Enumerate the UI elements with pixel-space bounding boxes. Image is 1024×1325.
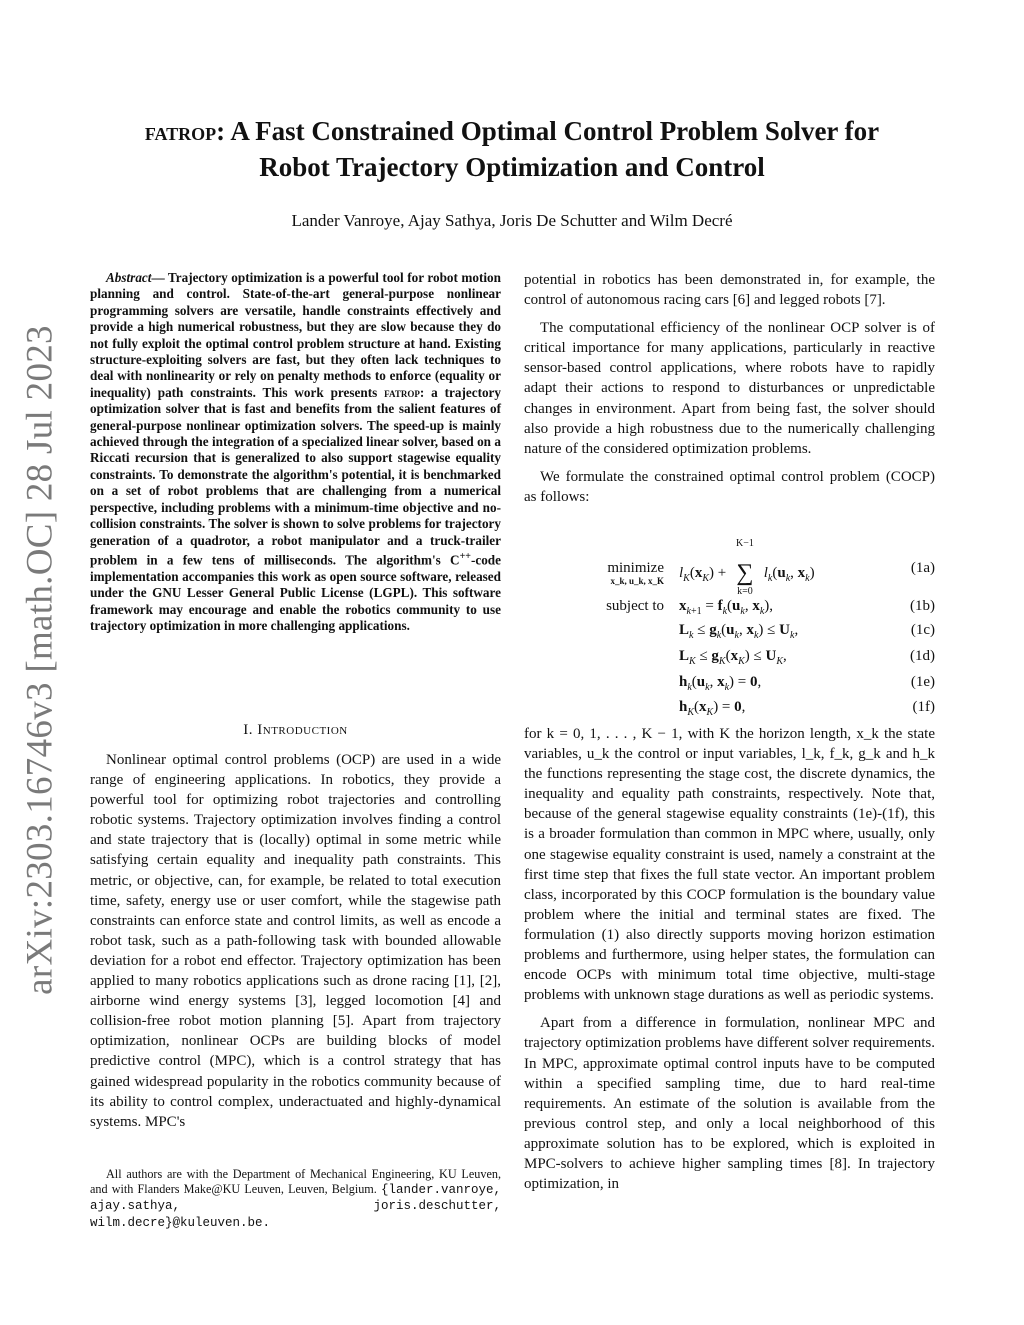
arxiv-id: arXiv:2303.16746v3 [math.OC] 28 Jul 2023 — [19, 325, 61, 995]
abstract-text-2: : a trajectory optimization solver that is fast and benefits from the salient features of general-purpose nonlinear optimization solvers. The speed-up is mainly achieved through the integration of a specialized linear solver, based on a Riccati recursion that is generalized to also support stagewise equality constraints. To demonstrate the algorithm's potential, it is benchmarked on a set of robot problems that are challenging from a numerical perspective, including problems with a minimum-time objective and no-collision constraints. The solver is shown to solve problems for trajectory generation of a quadrotor, a robot manipulator and a truck-trailer problem in a few tens of milliseconds. The algorithm's C — [90, 384, 502, 568]
paper-title — [100, 114, 924, 184]
equation-1e: $h_k(u_k$, $x_k) = 0$, (1e) — [679, 674, 935, 693]
equation-1f: $h_K(x_K) = 0$, (1f) — [679, 699, 935, 718]
equation-block — [524, 540, 935, 720]
abstract-fatrop: fatrop — [384, 384, 420, 400]
minimize-subscript: x_k, u_k, x_K — [610, 576, 664, 586]
abstract-text-3: -code implementation accompanies this work as open source software, released under the GNU Lesser General Public License (LGPL). This software framework may encourage and enable the robotics community to use trajectory optimization in more challenging applications. — [90, 552, 501, 633]
right-paragraph-3: We formulate the constrained optimal control problem (COCP) as follows: — [524, 468, 935, 505]
footnote — [90, 1167, 501, 1231]
equation-1b: subject to $x_{k+1} = f_k(u_k$, $x_k$), (1b) — [524, 598, 935, 622]
sum-lower-limit: k=0 — [737, 586, 753, 597]
right-paragraph-2: The computational efficiency of the nonlinear OCP solver is of critical importance for many applications, particularly in reactive sensor-based control applications, where robots have to rapidly adapt their actions to respond to disturbances or unpredictable changes in environment. Apart from being fast, the solver should also provide a high robustness due to the numerically challenging nature of the considered optimization problems. — [524, 320, 935, 457]
subject-to-label: subject to — [606, 598, 664, 614]
minimize-label: minimize x_k, u_k, x_K — [524, 560, 664, 586]
eq-number-1e: (1e) — [910, 674, 935, 690]
eq-number-1a: (1a) — [910, 560, 935, 576]
abstract-label: Abstract — [106, 270, 152, 285]
title-line1: : A Fast Constrained Optimal Control Problem Solver for — [216, 116, 880, 146]
right-paragraph-4: for k = 0, 1, . . . , K − 1, with K the horizon length, x_k the state variables, u_k the control or input variables, l_k, f_k, g_k and h_k the functions representing the stage cost, the discrete dynamics, the inequality and equality path constraints, respectively. Note that, because of the general stagewise equality constraints (1e)-(1f), this is a broader formulation than common in MPC where, usually, only one stagewise equality constraint is used, namely a constraint at the first time step that fixes the full state vector. An important problem class, incorporated by this COCP formulation is the boundary value problem where the initial and terminal states are fixed. The formulation (1) also directly supports moving horizon estimation problems and furthermore, using helper states, the formulation can encode OCPs with minimum total time objective, multi-stage problems with unknown stage durations as well as periodic systems. — [524, 726, 935, 1004]
equation-1a — [524, 540, 935, 600]
eq-number-1d: (1d) — [910, 648, 935, 664]
right-paragraph-5: Apart from a difference in formulation, nonlinear MPC and trajectory optimization problems have different solver requirements. In MPC, approximate optimal control inputs have to be computed within a specified sampling time, due to hard real-time requirements. An estimate of the solution is available from the previous control step, and only a local neighborhood of this approximate solution has to be explored, which is exploited in MPC-solvers to achieve higher sampling times [8]. In trajectory optimization, in — [524, 1015, 935, 1193]
eq-number-1b: (1b) — [910, 598, 935, 614]
title-line2: Robot Trajectory Optimization and Control — [259, 152, 765, 182]
right-paragraph-continued: potential in robotics has been demonstrated in, for example, the control of autonomous racing cars [6] and legged robots [7]. — [524, 272, 935, 309]
objective-expression: $l_K(x_K)$ + K−1 ∑ k=0 $l_k(u_k$, $x_k$) — [679, 538, 815, 597]
authors: Lander Vanroye, Ajay Sathya, Joris De Schutter and Wilm Decré — [291, 211, 733, 230]
equation-1d: $L_K \le g_K(x_K) \le U_K$, (1d) — [679, 648, 935, 667]
abstract — [90, 270, 501, 634]
sum-upper-limit: K−1 — [736, 538, 754, 549]
footnote-emails: {lander.vanroye, ajay.sathya, joris.deschutter, wilm.decre}@kuleuven.be. — [90, 1183, 501, 1230]
eq-number-1f: (1f) — [912, 699, 935, 715]
section-heading-introduction: I. Introduction — [243, 722, 348, 738]
footnote-text: All authors are with the Department of Mechanical Engineering, KU Leuven, and with Flanders Make@KU Leuven, Leuven, Belgium. — [90, 1167, 501, 1197]
eq-number-1c: (1c) — [910, 622, 935, 638]
right-column-bottom — [524, 724, 935, 1202]
intro-paragraph-1: Nonlinear optimal control problems (OCP) are used in a wide range of engineering applications. In robotics, they provide a powerful tool for optimizing robot trajectories and controlling robotic systems. Trajectory optimization involves finding a control and state trajectory that is (locally) optimal in some metric while satisfying certain equality and inequality path constraints. This metric, or objective, can, for example, be related to total execution time, safety, energy use or user comfort, while the stagewise path constraints can enforce state and control limits, as well as encode a robot task, such as a path-following task with bounded allowable deviation for a robot end effector. Trajectory optimization has been applied to many robotics applications such as drone racing [1], [2], airborne wind energy systems [3], legged locomotion [4] and collision-free robot motion planning [5]. Apart from trajectory optimization, nonlinear OCPs are building blocks of model predictive control (MPC), which is a control strategy that has gained widespread popularity in the robotics community because of its ability to control complex, underactuated and highly-dynamical systems. MPC's — [90, 752, 501, 1130]
abstract-cpp-sup: ++ — [459, 550, 471, 562]
abstract-text-1: — Trajectory optimization is a powerful tool for robot motion planning and control. State-of-the-art general-purpose nonlinear programming solvers are versatile, handle constraints effectively and provide a high numerical robustness, but they are slow because they do not fully exploit the optimal control problem structure at hand. Existing structure-exploiting solvers are fast, but they often lack techniques to deal with nonlinearity or rely on penalty methods to enforce (equality or inequality) path constraints. This work presents — [90, 270, 501, 400]
title-prefix: fatrop — [144, 119, 217, 146]
introduction-body — [90, 750, 501, 1140]
equation-1c: $L_k \le g_k(u_k$, $x_k) \le U_k$, (1c) — [679, 622, 935, 641]
right-column-top — [524, 270, 935, 515]
arxiv-margin-stamp — [10, 320, 70, 1000]
